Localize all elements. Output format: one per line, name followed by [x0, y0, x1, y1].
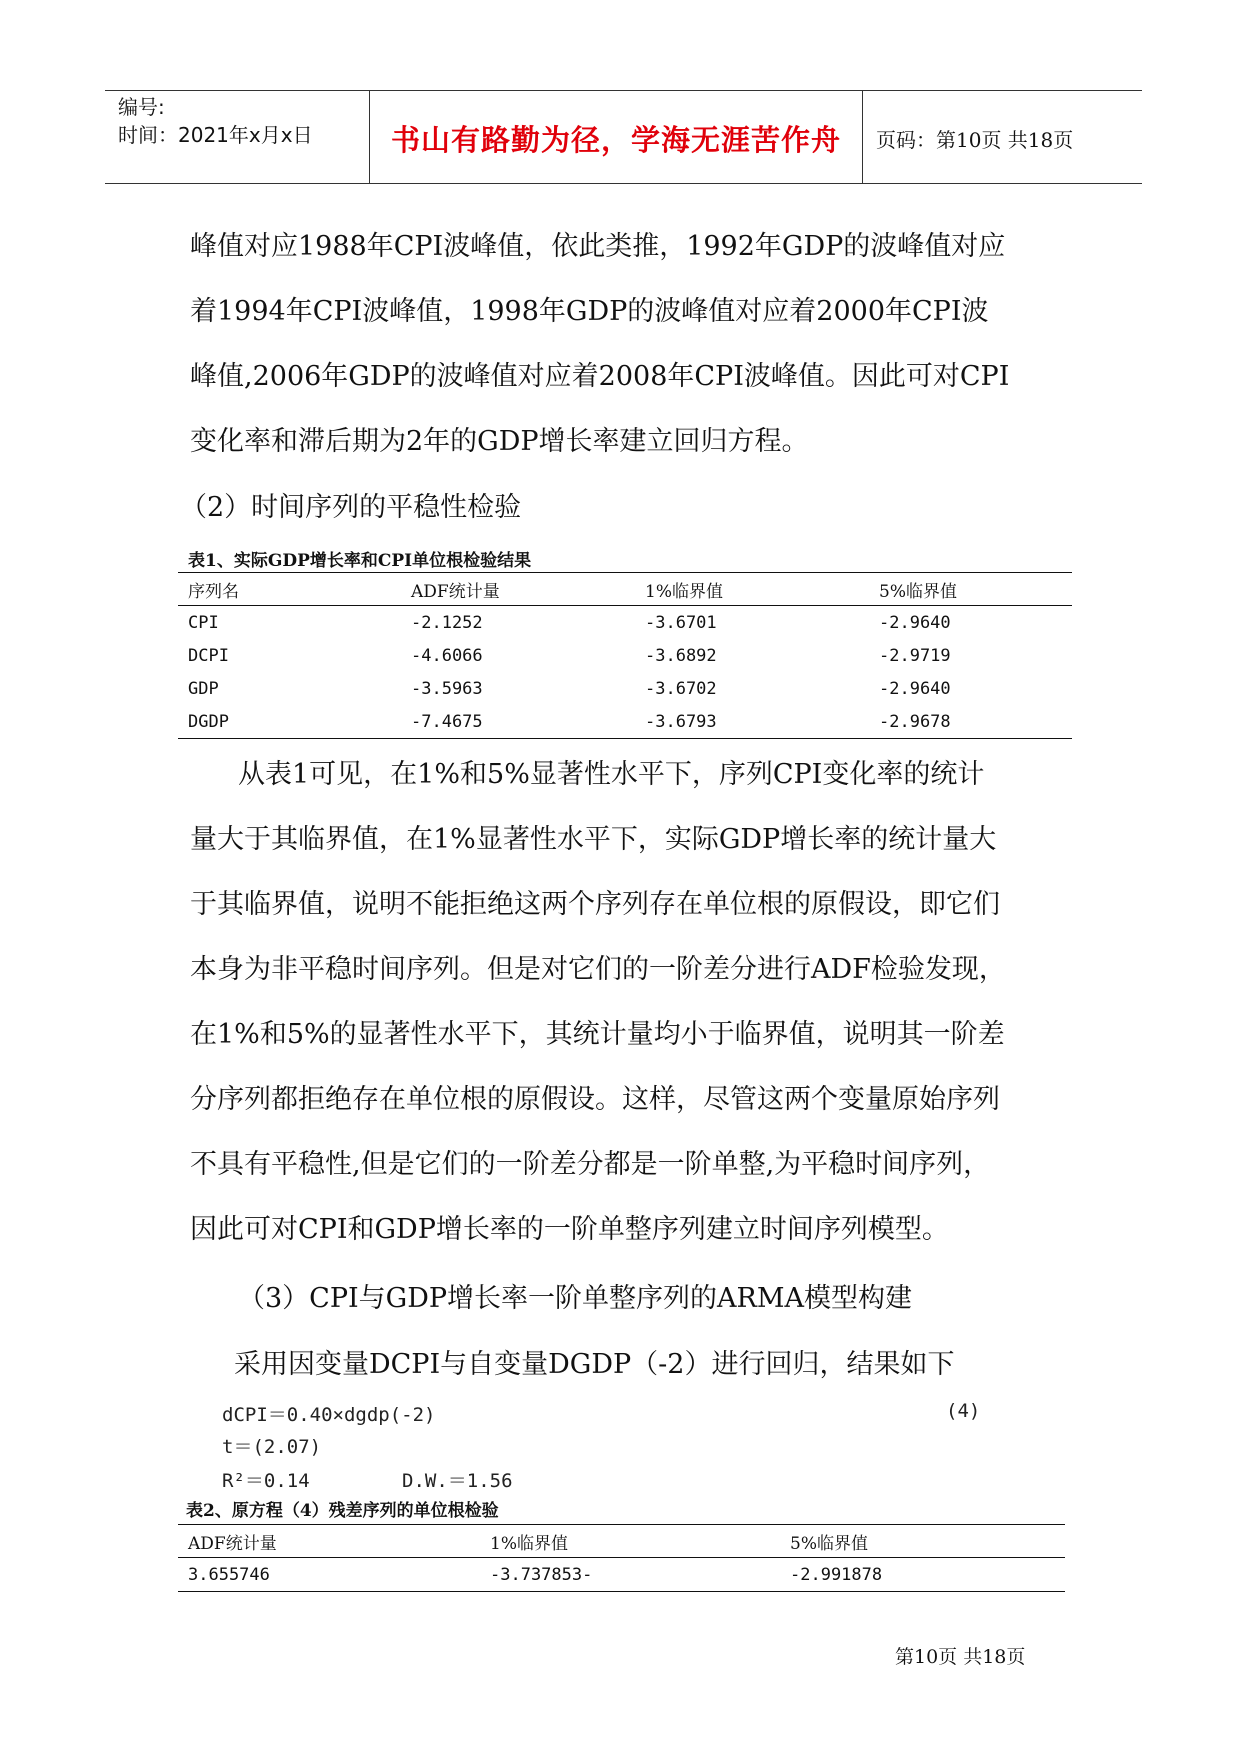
- r-squared: R²＝0.14: [222, 1470, 310, 1492]
- text-line: 不具有平稳性,但是它们的一阶差分都是一阶单整,为平稳时间序列，: [190, 1149, 991, 1180]
- column-header: ADF统计量: [178, 1525, 480, 1558]
- text-line: 从表1可见，在1%和5%显著性水平下，序列CPI变化率的统计: [238, 759, 985, 790]
- table-cell: -2.9719: [879, 645, 951, 666]
- table-cell: -7.4675: [401, 705, 635, 739]
- table-cell: -3.6793: [635, 705, 869, 739]
- footer-page-number: 第10页 共18页: [895, 1646, 1026, 1668]
- column-header: 1%临界值: [480, 1525, 780, 1558]
- table-row: [178, 1558, 1065, 1592]
- table-cell: CPI: [188, 612, 219, 633]
- header-top-rule: [105, 90, 1142, 91]
- table-cell: -2.9678: [869, 705, 1072, 739]
- column-header: 序列名: [178, 573, 401, 606]
- table-cell: -2.9640: [879, 678, 951, 699]
- table-cell: -2.9640: [879, 612, 951, 633]
- table-header-row: [178, 573, 1072, 606]
- header-meta: [118, 93, 313, 149]
- header-bottom-rule: [105, 183, 1142, 184]
- column-header: 5%临界值: [780, 1525, 1065, 1558]
- regression-equation: dCPI＝0.40×dgdp(-2): [222, 1404, 436, 1426]
- text-line: 分序列都拒绝存在单位根的原假设。这样，尽管这两个变量原始序列: [190, 1084, 1000, 1115]
- table-cell: -3.737853-: [480, 1558, 780, 1592]
- document-number: 编号:: [118, 95, 165, 119]
- header-motto: 书山有路勤为径，学海无涯苦作舟: [390, 123, 841, 157]
- paragraph-stationarity-analysis: [190, 742, 1070, 1262]
- table-cell: -3.5963: [411, 678, 483, 699]
- document-time: 时间：2021年x月x日: [118, 123, 313, 147]
- paragraph-peak-correspondence: [190, 214, 1070, 474]
- section-heading-stationarity: （2）时间序列的平稳性检验: [180, 492, 522, 523]
- equation-number: (4): [946, 1400, 981, 1422]
- table-cell: -3.6702: [645, 678, 717, 699]
- text-line: 本身为非平稳时间序列。但是对它们的一阶差分进行ADF检验发现，: [190, 954, 1006, 985]
- regression-intro: 采用因变量DCPI与自变量DGDP（-2）进行回归，结果如下: [234, 1349, 955, 1380]
- text-line: 因此可对CPI和GDP增长率的一阶单整序列建立时间序列模型。: [190, 1214, 949, 1245]
- table-cell: GDP: [188, 678, 219, 699]
- table1-caption: 表1、实际GDP增长率和CPI单位根检验结果: [188, 551, 532, 571]
- column-header: ADF统计量: [401, 573, 635, 606]
- table-cell: -2.991878: [780, 1558, 1065, 1592]
- table-cell: -3.6892: [645, 645, 717, 666]
- table-row: [178, 639, 1072, 672]
- table-cell: 3.655746: [178, 1558, 480, 1592]
- table2-residual-unit-root: [178, 1524, 1065, 1592]
- table-row: [178, 606, 1072, 640]
- column-header: 1%临界值: [635, 573, 869, 606]
- column-header: 5%临界值: [869, 573, 1072, 606]
- header-divider-left: [369, 90, 370, 183]
- header-divider-right: [862, 90, 863, 183]
- table-header-row: [178, 1525, 1065, 1558]
- text-line: 量大于其临界值，在1%显著性水平下，实际GDP增长率的统计量大: [190, 824, 997, 855]
- table-cell: DCPI: [188, 645, 229, 666]
- t-statistic: t＝(2.07): [222, 1436, 322, 1458]
- section-heading-arma: （3）CPI与GDP增长率一阶单整序列的ARMA模型构建: [238, 1283, 913, 1314]
- text-line: 变化率和滞后期为2年的GDP增长率建立回归方程。: [190, 426, 809, 457]
- table-row: [178, 672, 1072, 705]
- table-cell: DGDP: [178, 705, 401, 739]
- table-cell: -3.6701: [645, 612, 717, 633]
- table-cell: -4.6066: [411, 645, 483, 666]
- durbin-watson: D.W.＝1.56: [402, 1470, 513, 1492]
- text-line: 峰值对应1988年CPI波峰值，依此类推，1992年GDP的波峰值对应: [190, 231, 1006, 262]
- table2-caption: 表2、原方程（4）残差序列的单位根检验: [186, 1501, 499, 1521]
- header-page-number: 页码：第10页 共18页: [876, 128, 1074, 152]
- table-cell: -2.1252: [411, 612, 483, 633]
- text-line: 在1%和5%的显著性水平下，其统计量均小于临界值，说明其一阶差: [190, 1019, 1005, 1050]
- table-row: [178, 705, 1072, 739]
- text-line: 峰值,2006年GDP的波峰值对应着2008年CPI波峰值。因此可对CPI: [190, 361, 1010, 392]
- text-line: 于其临界值，说明不能拒绝这两个序列存在单位根的原假设，即它们: [190, 889, 1000, 920]
- table1-unit-root: [178, 572, 1072, 739]
- text-line: 着1994年CPI波峰值，1998年GDP的波峰值对应着2000年CPI波: [190, 296, 989, 327]
